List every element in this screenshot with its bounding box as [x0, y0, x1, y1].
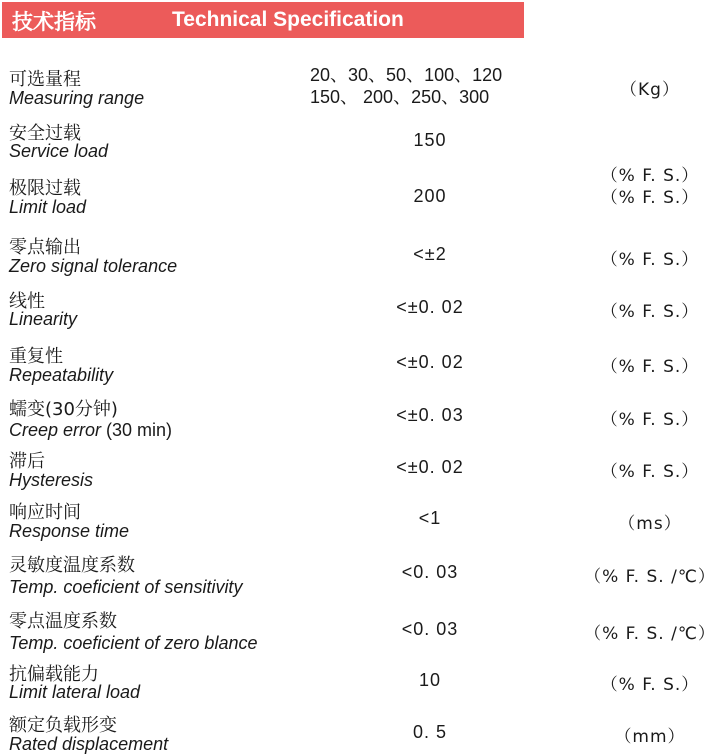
- spec-value: 150: [413, 130, 447, 150]
- spec-value: <±2: [413, 244, 447, 264]
- spec-label-zh: 零点温度系数: [9, 611, 117, 632]
- spec-value: 0. 5: [412, 722, 448, 742]
- range-line-2: 150、 200、250、300: [310, 87, 490, 107]
- spec-label-en: Temp. coeficient of zero blance: [9, 633, 258, 653]
- spec-label-zh: 响应时间: [9, 502, 81, 523]
- spec-unit: （% F. S. /℃）: [584, 567, 716, 587]
- spec-label-en: Temp. coeficient of sensitivity: [9, 577, 243, 597]
- spec-value: <±0. 02: [396, 457, 464, 477]
- spec-unit: （% F. S.）: [600, 675, 700, 695]
- spec-label-en: Response time: [9, 521, 130, 541]
- spec-unit: （% F. S.）: [600, 250, 700, 270]
- spec-value: 200: [413, 186, 447, 206]
- spec-value: <0. 03: [401, 562, 459, 582]
- spec-label-en: Hysteresis: [9, 470, 94, 490]
- spec-value: <1: [418, 508, 442, 528]
- spec-label-zh: 抗偏载能力: [9, 664, 99, 685]
- spec-label-zh: 灵敏度温度系数: [9, 555, 135, 576]
- spec-label-en: Linearity: [9, 309, 78, 329]
- spec-value: <±0. 02: [396, 297, 464, 317]
- range-line-1: 20、30、50、100、120: [310, 65, 503, 85]
- spec-unit: （% F. S.）: [600, 166, 700, 186]
- spec-label-en: Repeatability: [9, 365, 114, 385]
- creep-label-plain: (30 min): [101, 420, 173, 440]
- header-title-zh: 技术指标: [12, 10, 96, 34]
- spec-label-zh: 可选量程: [9, 69, 81, 90]
- spec-label-en: Zero signal tolerance: [9, 256, 178, 276]
- spec-unit: （% F. S. /℃）: [584, 624, 716, 644]
- spec-value: <±0. 03: [396, 405, 464, 425]
- spec-unit: （% F. S.）: [600, 410, 700, 430]
- spec-unit: （% F. S.）: [600, 357, 700, 377]
- spec-unit: （ms）: [618, 514, 682, 534]
- spec-value: 10: [418, 670, 442, 690]
- header-title-en: Technical Specification: [172, 8, 404, 31]
- spec-value-range: [310, 64, 502, 108]
- spec-label-zh: 重复性: [9, 346, 63, 367]
- spec-label-en: Limit load: [9, 197, 87, 217]
- creep-label-italic: Creep error: [9, 420, 102, 440]
- section-header: [2, 2, 524, 38]
- spec-unit: （mm）: [614, 727, 686, 747]
- spec-label-en: Measuring range: [9, 88, 145, 108]
- spec-label-zh: 蠕变(30分钟): [9, 399, 118, 420]
- spec-label-en: [9, 420, 172, 441]
- spec-value: <±0. 02: [396, 352, 464, 372]
- spec-label-en: Rated displacement: [9, 734, 169, 754]
- spec-value: <0. 03: [401, 619, 459, 639]
- spec-label-zh: 滞后: [9, 451, 45, 472]
- spec-label-zh: 零点输出: [9, 237, 81, 258]
- spec-unit: （Kg）: [620, 80, 680, 100]
- spec-unit: （% F. S.）: [600, 188, 700, 208]
- spec-label-zh: 额定负载形变: [9, 715, 117, 736]
- spec-unit: （% F. S.）: [600, 302, 700, 322]
- spec-label-en: Limit lateral load: [9, 682, 141, 702]
- spec-label-en: Service load: [9, 141, 109, 161]
- spec-label-zh: 线性: [9, 291, 45, 312]
- spec-unit: （% F. S.）: [600, 462, 700, 482]
- spec-label-zh: 安全过载: [9, 123, 81, 144]
- spec-label-zh: 极限过载: [9, 178, 81, 199]
